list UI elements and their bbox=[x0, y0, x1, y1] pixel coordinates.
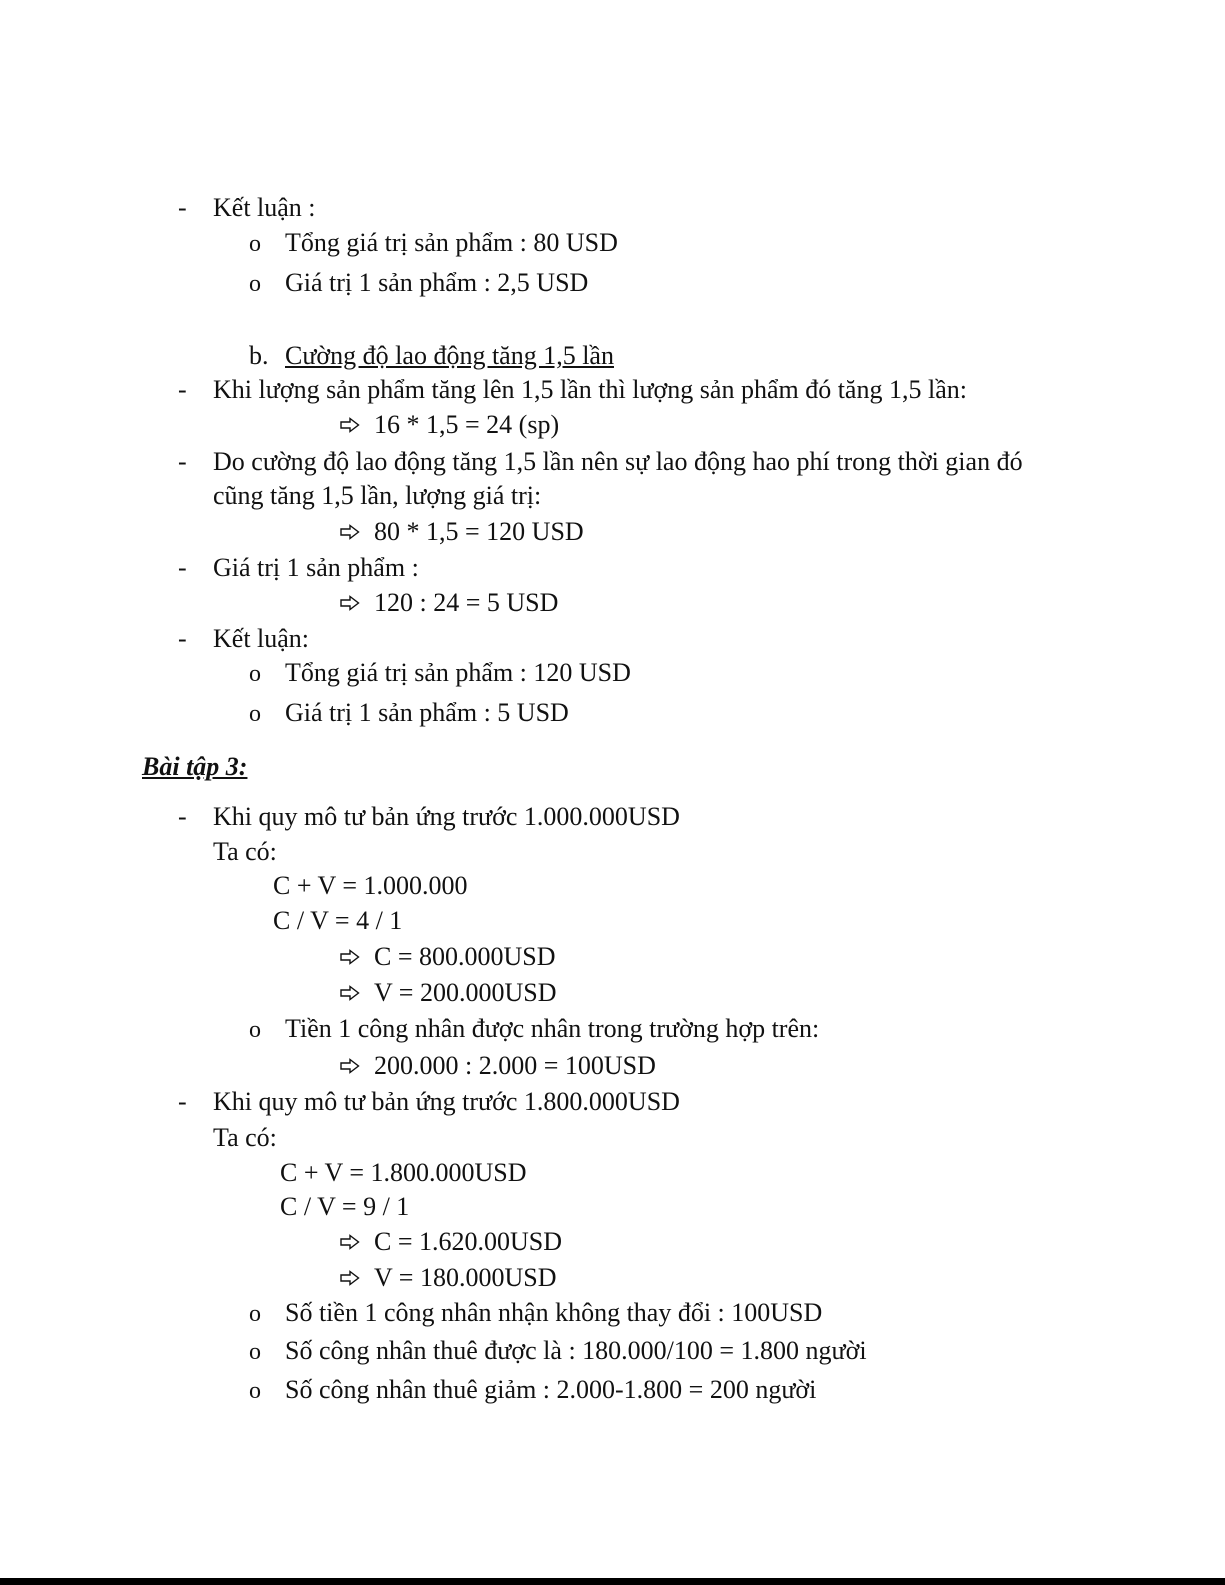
calc-line: 200.000 : 2.000 = 100USD bbox=[374, 1051, 656, 1080]
text-line: Khi quy mô tư bản ứng trước 1.000.000USD bbox=[213, 802, 680, 831]
arrow-icon bbox=[340, 942, 360, 972]
equation-line: C + V = 1.800.000USD bbox=[280, 1158, 527, 1187]
circle-bullet: o bbox=[249, 661, 261, 687]
arrow-icon bbox=[340, 1263, 360, 1293]
circle-bullet: o bbox=[249, 231, 261, 257]
dash-bullet: - bbox=[178, 553, 187, 582]
dash-bullet: - bbox=[178, 1087, 187, 1116]
bottom-border bbox=[0, 1578, 1225, 1585]
text-line: Tiền 1 công nhân được nhân trong trường hợp trên: bbox=[285, 1014, 820, 1043]
calc-line: C = 1.620.00USD bbox=[374, 1227, 563, 1256]
section-marker: b. bbox=[249, 341, 269, 370]
exercise-heading: Bài tập 3: bbox=[142, 752, 248, 781]
text-line: Số tiền 1 công nhân nhận không thay đổi : 100USD bbox=[285, 1298, 823, 1327]
equation-line: C / V = 4 / 1 bbox=[273, 906, 403, 935]
circle-bullet: o bbox=[249, 1378, 261, 1404]
calc-line: C = 800.000USD bbox=[374, 942, 556, 971]
dash-bullet: - bbox=[178, 193, 187, 222]
circle-bullet: o bbox=[249, 701, 261, 727]
arrow-icon bbox=[340, 1051, 360, 1081]
calc-line: 16 * 1,5 = 24 (sp) bbox=[374, 410, 560, 439]
text-line: Số công nhân thuê được là : 180.000/100 = 1.800 người bbox=[285, 1336, 867, 1365]
equation-line: C + V = 1.000.000 bbox=[273, 871, 468, 900]
arrow-icon bbox=[340, 978, 360, 1008]
dash-bullet: - bbox=[178, 375, 187, 404]
calc-line: 80 * 1,5 = 120 USD bbox=[374, 517, 584, 546]
arrow-icon bbox=[340, 1227, 360, 1257]
dash-bullet: - bbox=[178, 447, 187, 476]
text-line: Giá trị 1 sản phẩm : bbox=[213, 553, 419, 582]
circle-bullet: o bbox=[249, 1017, 261, 1043]
dash-bullet: - bbox=[178, 624, 187, 653]
dash-bullet: - bbox=[178, 802, 187, 831]
conclusion-label: Kết luận : bbox=[213, 193, 316, 222]
total-value-line: Tổng giá trị sản phẩm : 120 USD bbox=[285, 658, 631, 687]
circle-bullet: o bbox=[249, 271, 261, 297]
text-line: Số công nhân thuê giảm : 2.000-1.800 = 200 người bbox=[285, 1375, 817, 1404]
arrow-icon bbox=[340, 410, 360, 440]
arrow-icon bbox=[340, 588, 360, 618]
text-line: Ta có: bbox=[213, 837, 277, 866]
section-title: Cường độ lao động tăng 1,5 lần bbox=[285, 341, 614, 370]
text-line: cũng tăng 1,5 lần, lượng giá trị: bbox=[213, 481, 542, 510]
conclusion-label: Kết luận: bbox=[213, 624, 310, 653]
text-line: Khi quy mô tư bản ứng trước 1.800.000USD bbox=[213, 1087, 680, 1116]
calc-line: V = 180.000USD bbox=[374, 1263, 557, 1292]
calc-line: V = 200.000USD bbox=[374, 978, 557, 1007]
text-line: Ta có: bbox=[213, 1123, 277, 1152]
calc-line: 120 : 24 = 5 USD bbox=[374, 588, 559, 617]
unit-value-line: Giá trị 1 sản phẩm : 2,5 USD bbox=[285, 268, 589, 297]
arrow-icon bbox=[340, 517, 360, 547]
circle-bullet: o bbox=[249, 1301, 261, 1327]
text-line: Do cường độ lao động tăng 1,5 lần nên sự lao động hao phí trong thời gian đó bbox=[213, 447, 1023, 476]
total-value-line: Tổng giá trị sản phẩm : 80 USD bbox=[285, 228, 618, 257]
equation-line: C / V = 9 / 1 bbox=[280, 1192, 410, 1221]
unit-value-line: Giá trị 1 sản phẩm : 5 USD bbox=[285, 698, 569, 727]
text-line: Khi lượng sản phẩm tăng lên 1,5 lần thì lượng sản phẩm đó tăng 1,5 lần: bbox=[213, 375, 967, 404]
circle-bullet: o bbox=[249, 1339, 261, 1365]
